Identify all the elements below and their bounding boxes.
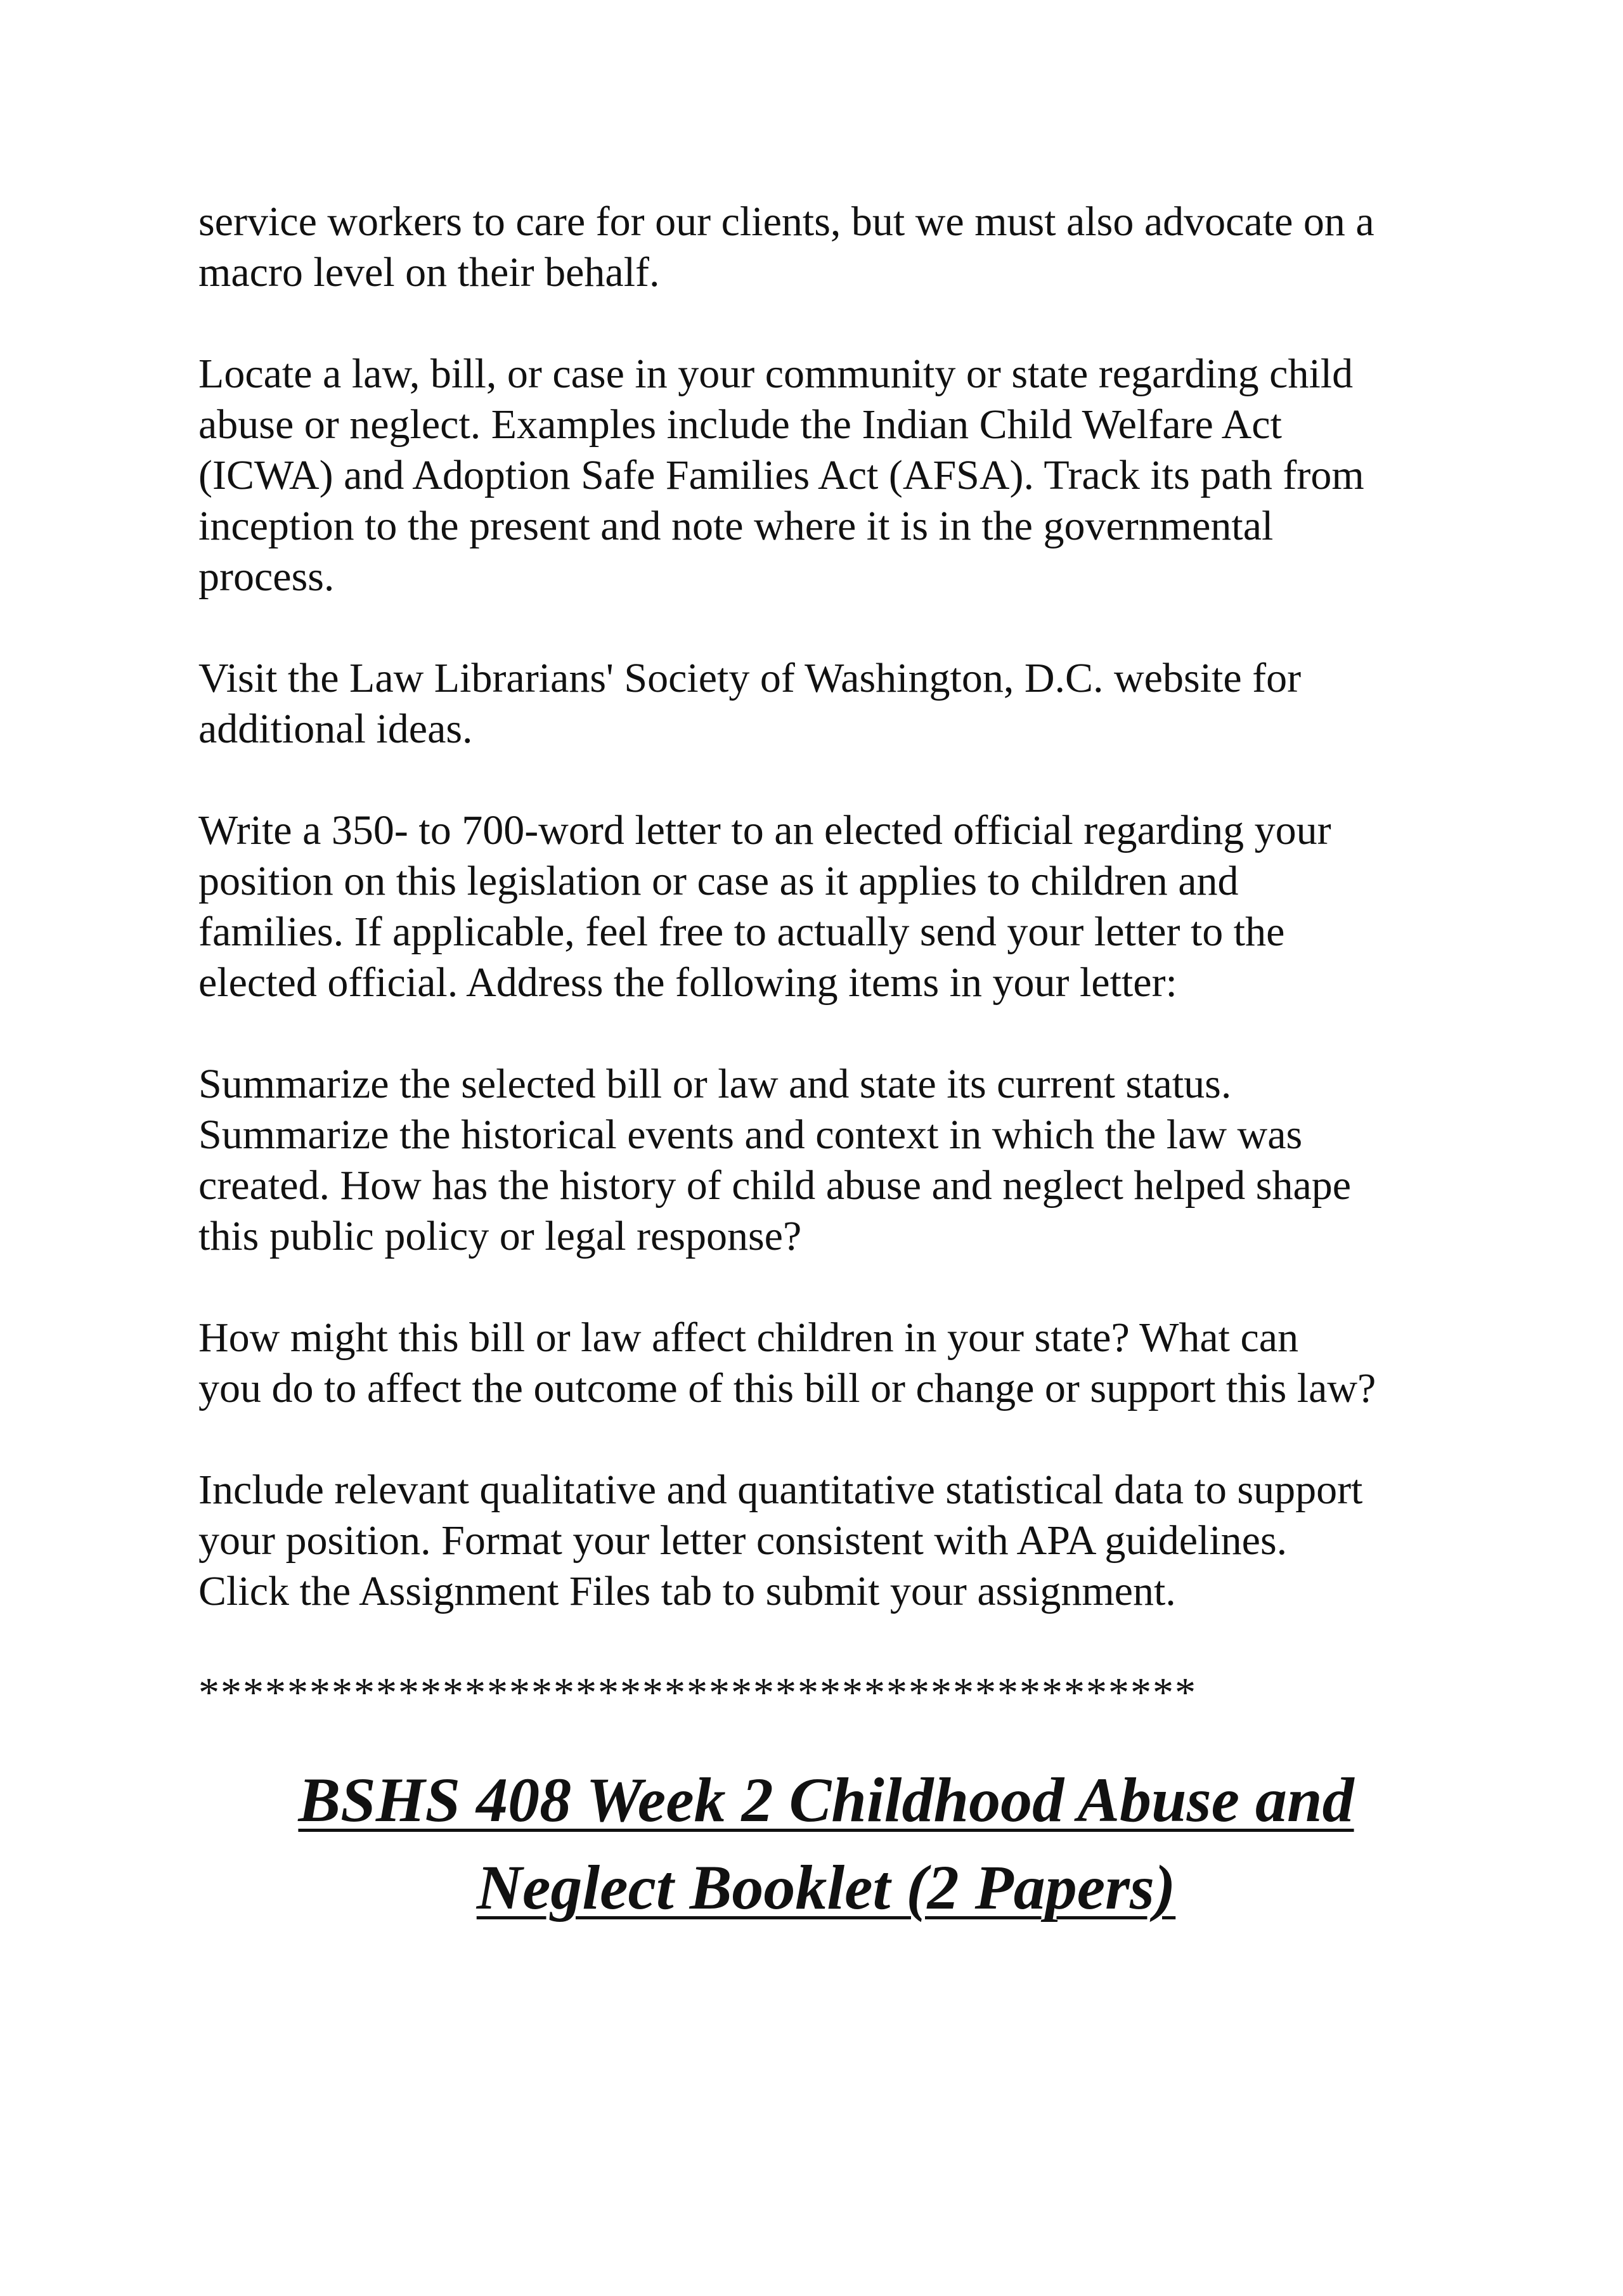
heading-line-1: BSHS 408 Week 2 Childhood Abuse and xyxy=(298,1765,1354,1835)
paragraph-visit-website: Visit the Law Librarians' Society of Washington, D.C. website for additional ideas. xyxy=(198,655,1302,752)
paragraph-intro: service workers to care for our clients, but we must also advocate on a macro level on their behalf. xyxy=(198,198,1374,295)
separator-stars: ********************************************* xyxy=(198,1670,1197,1716)
paragraph-affect-children: How might this bill or law affect children in your state? What can you do to affect the outcome of this bill or change or support this law? xyxy=(198,1314,1376,1411)
document-body xyxy=(198,197,1454,1769)
paragraph-write-letter: Write a 350- to 700-word letter to an elected official regarding your position on this legislation or case as it applies to children and families. If applicable, feel free to actually send your letter to the elected official. Address the following items in your letter: xyxy=(198,807,1331,1006)
heading-line-2: Neglect Booklet (2 Papers) xyxy=(476,1852,1176,1923)
page-heading xyxy=(198,1756,1454,1931)
paragraph-summarize: Summarize the selected bill or law and state its current status. Summarize the historical events and context in which the law was created. How has the history of child abuse and neglect helped shape this public policy or legal response? xyxy=(198,1061,1352,1259)
paragraph-locate-law: Locate a law, bill, or case in your community or state regarding child abuse or neglect. Examples include the Indian Child Welfare Act (ICWA) and Adoption Safe Families Act (AFSA). Track its path from inception to the present and note where it is in the governmental process. xyxy=(198,351,1364,600)
paragraph-include-data: Include relevant qualitative and quantitative statistical data to support your position. Format your letter consistent with APA guidelines. Click the Assignment Files tab to submit your assignment. xyxy=(198,1467,1363,1614)
